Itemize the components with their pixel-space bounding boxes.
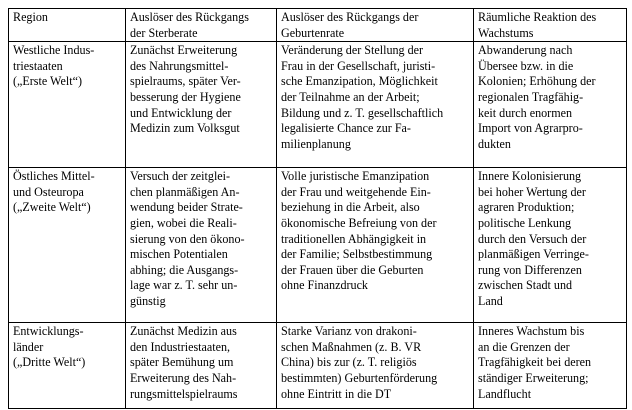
cell-line: schen Maßnahmen (z. B. VR	[281, 339, 422, 354]
cell-line: Westliche Indus-	[13, 43, 95, 58]
cell-line: ständiger Erweiterung;	[478, 370, 589, 385]
cell-line: der Frauen über die Geburten	[281, 262, 424, 277]
region-cell	[9, 168, 126, 323]
cell-line: später Bemühung um	[130, 355, 234, 370]
cell-line: sierung von den ökono-	[130, 231, 245, 246]
cell-line: Inneres Wachstum bis	[478, 324, 585, 339]
cell-line: Zunächst Erweiterung	[130, 43, 238, 58]
cell-line: Volle juristische Emanzipation	[281, 169, 430, 184]
table-row	[9, 42, 627, 168]
cell-line: planmäßigen Verringe-	[478, 247, 589, 262]
reaktion-cell	[474, 323, 627, 409]
cell-line: spielraums, später Ver-	[130, 74, 241, 89]
cell-line: und Osteuropa	[13, 184, 84, 199]
header-line: Region	[13, 10, 48, 24]
region-cell	[9, 323, 126, 409]
cell-line: Medizin zum Volksgut	[130, 121, 240, 136]
cell-line: Erweiterung des Nah-	[130, 370, 237, 385]
cell-line: dukten	[478, 136, 511, 151]
header-line: Räumliche Reaktion des	[478, 10, 597, 24]
cell-line: durch den Versuch der	[478, 231, 587, 246]
cell-line: regionalen Tragfähig-	[478, 89, 584, 104]
cell-line: rung von Differenzen	[478, 262, 582, 277]
cell-line: lage war z. T. sehr un-	[130, 278, 238, 293]
cell-line: Bildung und z. T. gesellschaftlich	[281, 105, 444, 120]
cell-line: mischen Potentialen	[130, 247, 228, 262]
cell-line: triestaaten	[13, 58, 63, 73]
cell-line: Kolonien; Erhöhung der	[478, 74, 596, 89]
cell-line: wendung beider Strate-	[130, 200, 243, 215]
cell-line: Versuch der zeitglei-	[130, 169, 231, 184]
cell-line: ohne Eintritt in die DT	[281, 386, 392, 401]
reaktion-cell	[474, 168, 627, 323]
sterberate-cell	[126, 168, 277, 323]
sterberate-cell	[126, 323, 277, 409]
cell-line: Landflucht	[478, 386, 532, 401]
reaktion-cell	[474, 42, 627, 168]
header-cell-geburtenrate	[277, 9, 474, 42]
cell-line: zwischen Stadt und	[478, 278, 573, 293]
cell-line: politische Lenkung	[478, 215, 572, 230]
cell-line: Zunächst Medizin aus	[130, 324, 237, 339]
header-line: Wachstums	[478, 25, 534, 40]
cell-line: Innere Kolonisierung	[478, 169, 582, 184]
cell-line: Frau in der Gesellschaft, juristi-	[281, 58, 436, 73]
cell-line: sche Emanzipation, Möglichkeit	[281, 74, 438, 89]
cell-line: Übersee bzw. in die	[478, 58, 574, 73]
header-cell-reaktion	[474, 9, 627, 42]
cell-line: Östliches Mittel-	[13, 169, 95, 184]
sterberate-cell	[126, 42, 277, 168]
cell-line: („Zweite Welt“)	[13, 200, 91, 215]
cell-line: ohne Finanzdruck	[281, 278, 368, 293]
header-line: Geburtenrate	[281, 25, 345, 40]
geburtenrate-cell	[277, 42, 474, 168]
cell-line: ökonomische Befreiung von der	[281, 215, 437, 230]
cell-line: legalisierte Chance zur Fa-	[281, 121, 411, 136]
geburtenrate-cell	[277, 323, 474, 409]
cell-line: Starke Varianz von drakoni-	[281, 324, 417, 339]
cell-line: des Nahrungsmittel-	[130, 58, 229, 73]
cell-line: keit durch enormen	[478, 105, 573, 120]
cell-line: der Familie; Selbstbestimmung	[281, 247, 433, 262]
cell-line: Veränderung der Stellung der	[281, 43, 424, 58]
cell-line: China) bis zur (z. T. religiös	[281, 355, 417, 370]
cell-line: gien, wobei die Reali-	[130, 215, 237, 230]
cell-line: beziehung in die Arbeit, also	[281, 200, 420, 215]
cell-line: rungsmittelspielraums	[130, 386, 238, 401]
cell-line: Tragfähigkeit bei deren	[478, 355, 592, 370]
region-cell	[9, 42, 126, 168]
cell-line: Abwanderung nach	[478, 43, 573, 58]
population-table	[8, 8, 627, 409]
cell-line: („Erste Welt“)	[13, 74, 82, 89]
cell-line: der Teilnahme an der Arbeit;	[281, 89, 420, 104]
cell-line: besserung der Hygiene	[130, 89, 241, 104]
header-line: der Sterberate	[130, 25, 198, 40]
header-line: Auslöser des Rückgangs der	[281, 10, 419, 24]
cell-line: agraren Produktion;	[478, 200, 575, 215]
cell-line: den Industriestaaten,	[130, 339, 231, 354]
cell-line: günstig	[130, 293, 166, 308]
geburtenrate-cell	[277, 168, 474, 323]
cell-line: bestimmten) Geburtenförderung	[281, 370, 438, 385]
cell-line: milienplanung	[281, 136, 351, 151]
cell-line: traditionellen Abhängigkeit in	[281, 231, 427, 246]
cell-line: Land	[478, 293, 503, 308]
cell-line: der Frau und weitgehende Ein-	[281, 184, 431, 199]
header-line: Auslöser des Rückgangs	[130, 10, 249, 24]
cell-line: abhing; die Ausgangs-	[130, 262, 239, 277]
header-row	[9, 9, 627, 42]
cell-line: Entwicklungs-	[13, 324, 84, 339]
cell-line: an die Grenzen der	[478, 339, 570, 354]
cell-line: („Dritte Welt“)	[13, 355, 86, 370]
cell-line: länder	[13, 339, 44, 354]
cell-line: chen planmäßigen An-	[130, 184, 240, 199]
table-row	[9, 168, 627, 323]
table-row	[9, 323, 627, 409]
header-cell-sterberate	[126, 9, 277, 42]
cell-line: Import von Agrarpro-	[478, 121, 583, 136]
cell-line: bei hoher Wertung der	[478, 184, 586, 199]
cell-line: und Entwicklung der	[130, 105, 232, 120]
header-cell-region	[9, 9, 126, 42]
